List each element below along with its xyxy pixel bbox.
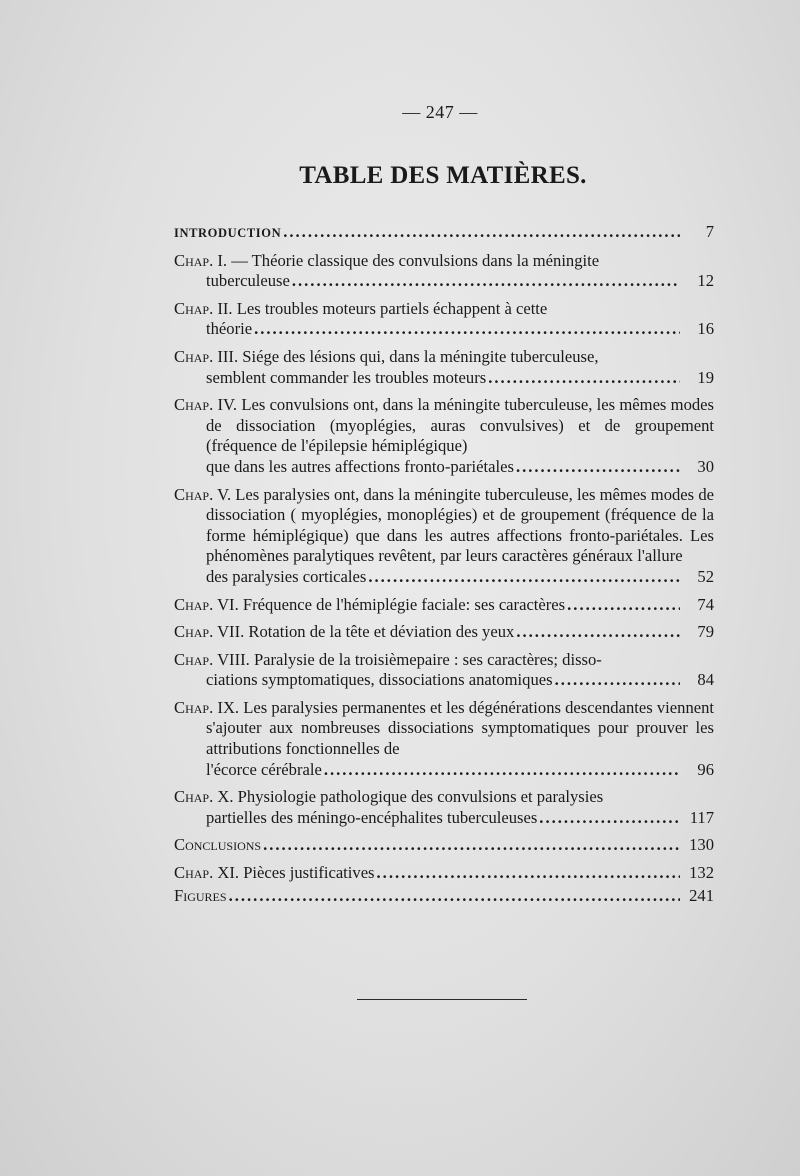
toc-entry-title: Les convulsions ont, dans la méningite tuberculeuse, les mêmes modes de dissociation (myoplégies, auras convulsives) et de groupement (fréquence de l'épilepsie hémiplégique) [206,395,714,456]
toc-entry-page: 96 [697,759,714,779]
toc-entry-label: Chap. VIII. [174,649,250,669]
toc-entry-title: Pièces justificatives [243,863,375,883]
toc-entry-title-end: des paralysies corticales [206,566,367,586]
toc-entry-page: 84 [697,670,714,690]
toc-entry-label: Chap. IX. [174,697,240,717]
table-of-contents [174,222,714,913]
toc-entry-page: 117 [689,807,714,827]
dot-leader [324,760,680,781]
toc-entry-label: Chap. I. [174,250,228,270]
closing-rule [357,999,527,1000]
dot-leader [516,622,680,643]
toc-entry-page: 74 [697,594,714,614]
toc-entry-label: Chap. III. [174,346,239,366]
page-number: — 247 — [402,102,478,122]
toc-entry-page: 7 [705,222,714,241]
toc-entry-chap-7 [174,622,714,643]
dot-leader [263,835,680,856]
toc-entry-chap-1 [174,251,714,292]
toc-entry-chap-8 [174,650,714,691]
dot-leader [488,368,680,389]
toc-entry-title: Paralysie de la troisièmepaire : ses caractères; disso- [253,649,602,669]
toc-entry-chap-10 [174,787,714,828]
toc-entry-chap-3 [174,347,714,388]
dot-leader [567,595,680,616]
toc-entry-title: Les paralysies permanentes et les dégénérations descendantes viennent s'ajouter aux nombreuses dissociations symptomatiques pour prouver les attributions fonctionnelles de [206,697,715,759]
toc-entry-page: 30 [697,456,714,476]
toc-entry-chap-6 [174,595,714,616]
toc-entry-label: Figures [174,885,227,905]
dot-leader [516,457,680,478]
toc-entry-label: Chap. VI. [174,594,239,614]
toc-entry-label: Chap. V. [174,484,232,504]
dot-leader [229,886,680,907]
toc-entry-title: Rotation de la tête et déviation des yeux [248,622,515,642]
toc-entry-title-end: ciations symptomatiques, dissociations anatomiques [206,670,553,690]
toc-entry-label: Chap. X. [174,787,234,807]
dot-leader [368,567,680,588]
toc-entry-conclusions [174,835,714,856]
page-title: TABLE DES MATIÈRES. [299,162,587,189]
toc-entry-title-end: théorie [206,319,253,339]
toc-entry-chap-2 [174,299,714,340]
dot-leader [254,319,680,340]
dot-leader [555,670,680,691]
toc-entry-chap-11 [174,863,714,884]
toc-entry-title-end: partielles des méningo-encéphalites tuberculeuses [206,807,538,827]
dot-leader [539,808,680,829]
toc-entry-title: Les paralysies ont, dans la méningite tuberculeuse, les mêmes modes de dissociation ( myoplégies, monoplégies) et de groupement (fréquence de la forme hémiplégique) que dans les autres affections fronto-pariétales. Les phénomènes paralytiques revêtent, par leurs caractères généraux l'allure [206,484,714,566]
toc-entry-title: Physiologie pathologique des convulsions et paralysies [237,787,604,807]
toc-entry-page: 12 [697,271,714,291]
dot-leader [283,222,680,243]
toc-entry-label: Chap. II. [174,298,233,318]
toc-entry-title-end: tuberculeuse [206,271,290,291]
toc-entry-title-end: l'écorce cérébrale [206,759,322,779]
toc-entry-title: Les troubles moteurs partiels échappent à cette [236,298,548,318]
toc-entry-title: Siége des lésions qui, dans la méningite tuberculeuse, [242,346,599,366]
toc-entry-chap-9 [174,698,714,780]
toc-entry-title: Fréquence de l'hémiplégie faciale: ses caractères [242,594,566,614]
toc-entry-page: 241 [689,885,714,905]
toc-entry-page: 16 [697,319,714,339]
toc-entry-page: 130 [689,835,714,855]
toc-entry-label: INTRODUCTION [174,226,282,240]
toc-entry-introduction [174,222,714,244]
toc-entry-title-end: que dans les autres affections fronto-pariétales [206,456,514,476]
dot-leader [377,863,680,884]
toc-entry-figures [174,886,714,907]
toc-entry-page: 52 [697,566,714,586]
toc-entry-page: 132 [689,863,714,883]
toc-entry-title: — Théorie classique des convulsions dans la méningite [231,250,600,270]
toc-entry-label: Conclusions [174,835,262,855]
toc-entry-label: Chap. IV. [174,395,238,415]
toc-entry-label: Chap. XI. [174,863,240,883]
toc-entry-page: 79 [697,622,714,642]
toc-entry-chap-4 [174,395,714,477]
toc-entry-title-end: semblent commander les troubles moteurs [206,367,487,387]
toc-entry-chap-5 [174,485,714,588]
toc-entry-page: 19 [697,367,714,387]
dot-leader [292,271,680,292]
toc-entry-label: Chap. VII. [174,622,245,642]
